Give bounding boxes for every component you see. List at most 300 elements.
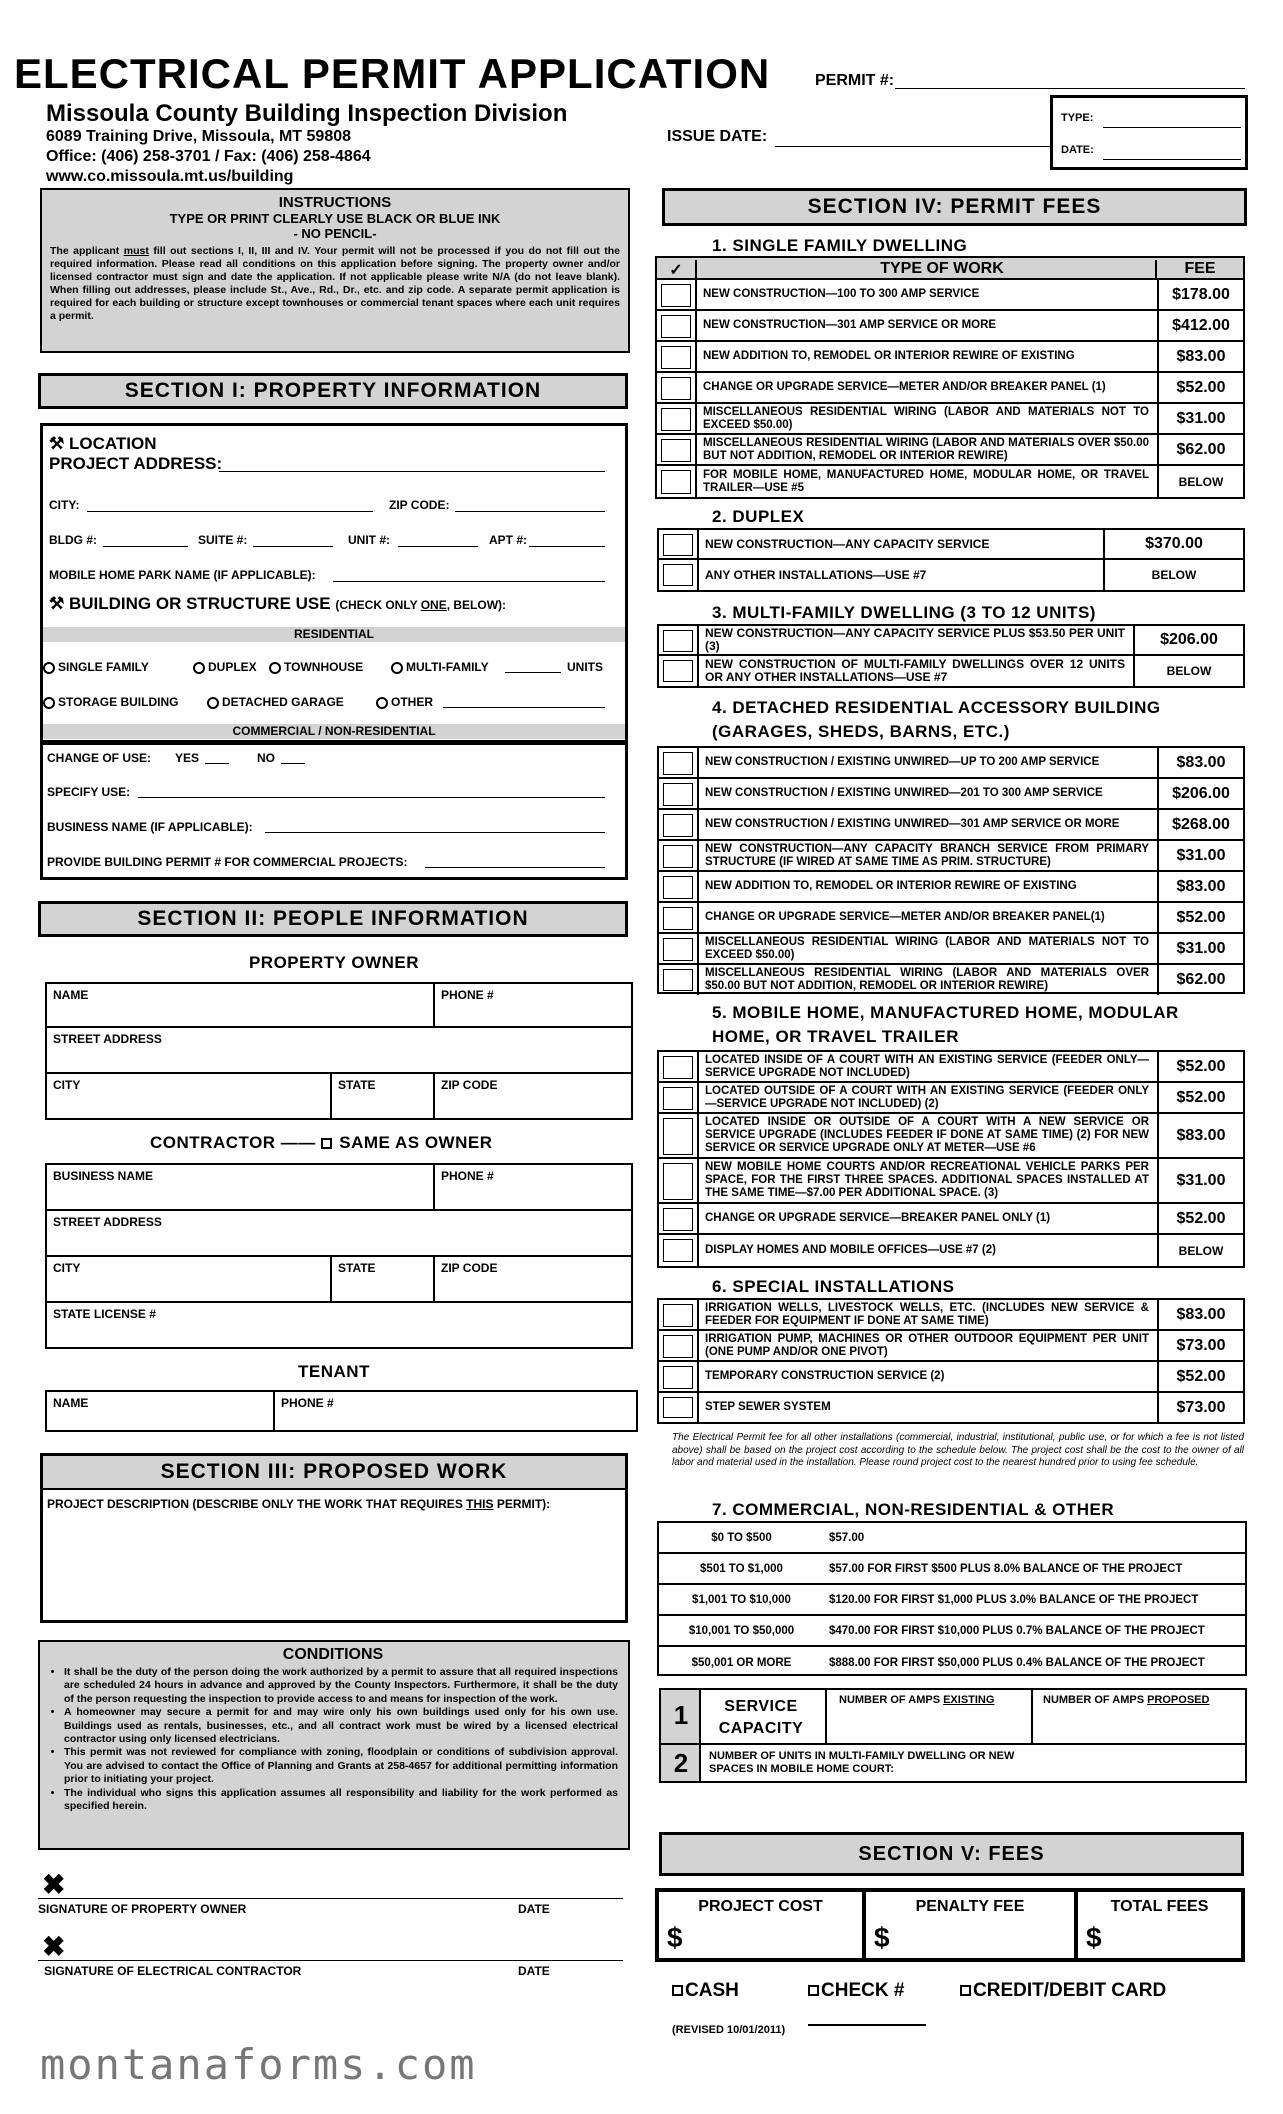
- suite-label: SUITE #:: [198, 533, 248, 547]
- project-address-label: PROJECT ADDRESS:: [49, 454, 223, 473]
- specify-use-label: SPECIFY USE:: [47, 785, 131, 799]
- contractor-phone-field[interactable]: PHONE #: [433, 1163, 633, 1211]
- service-capacity-label: SERVICE CAPACITY: [718, 1698, 804, 1737]
- contractor-signature-mark-icon: ✖: [42, 1931, 66, 1962]
- conditions-list: [48, 1666, 618, 1813]
- section1-title: SECTION I: PROPERTY INFORMATION: [38, 373, 628, 409]
- fee-checkbox[interactable]: [663, 1304, 693, 1327]
- form-title: ELECTRICAL PERMIT APPLICATION: [14, 50, 771, 97]
- cost-fee: $888.00 FOR FIRST $50,000 PLUS 0.4% BALANCE OF THE PROJECT: [829, 1656, 1205, 1669]
- amps-proposed-label[interactable]: NUMBER OF AMPS PROPOSED: [1043, 1694, 1210, 1706]
- fee-row[interactable]: [659, 1159, 1243, 1204]
- col-divider: [1031, 1690, 1033, 1743]
- pay-cash-option[interactable]: CASH: [672, 1980, 739, 2002]
- fee-amount: $52.00: [1157, 1204, 1243, 1233]
- project-cost-label: PROJECT COST: [698, 1898, 823, 1915]
- pay-card-option[interactable]: CREDIT/DEBIT CARD: [960, 1980, 1166, 2002]
- cost-range: $50,001 OR MORE: [691, 1656, 792, 1669]
- yes-label: YES: [175, 751, 200, 765]
- building-permit-field[interactable]: [425, 867, 605, 868]
- city-field[interactable]: [87, 511, 373, 512]
- owner-street-field[interactable]: STREET ADDRESS: [45, 1026, 633, 1074]
- col-divider: [697, 748, 699, 777]
- fee-checkbox[interactable]: [663, 752, 693, 775]
- fee-description: DISPLAY HOMES AND MOBILE OFFICES—USE #7 (2): [705, 1244, 996, 1256]
- fee-description: NEW CONSTRUCTION—ANY CAPACITY SERVICE: [705, 536, 990, 551]
- owner-city-field[interactable]: CITY: [45, 1072, 332, 1120]
- cost-range: $10,001 TO $50,000: [688, 1624, 795, 1637]
- project-cost-cell[interactable]: [659, 1892, 866, 1958]
- bldg-label: BLDG #:: [49, 533, 97, 547]
- fee-checkbox[interactable]: [663, 1239, 693, 1262]
- fee-row[interactable]: [659, 626, 1243, 656]
- col-divider: [697, 656, 699, 686]
- service-number-2: 2: [673, 1748, 689, 1778]
- fee-checkbox[interactable]: [663, 783, 693, 806]
- total-fees-cell[interactable]: [1078, 1892, 1241, 1958]
- fee-checkbox[interactable]: [663, 1118, 693, 1155]
- fee-row[interactable]: [659, 779, 1243, 810]
- col-divider: [695, 311, 697, 340]
- zip-label: ZIP CODE:: [389, 498, 450, 512]
- fee-description: MISCELLANEOUS RESIDENTIAL WIRING (LABOR AND MATERIALS NOT TO EXCEED $50.00): [703, 405, 1149, 431]
- fee-amount: $52.00: [1157, 1083, 1243, 1112]
- units-label: UNITS: [567, 660, 603, 674]
- fee-row[interactable]: [657, 373, 1243, 404]
- fee-amount: $31.00: [1157, 841, 1243, 870]
- building-permit-label: PROVIDE BUILDING PERMIT # FOR COMMERCIAL PROJECTS:: [47, 855, 408, 869]
- fee-checkbox[interactable]: [663, 534, 693, 556]
- commercial-fee-row: [659, 1647, 1245, 1678]
- fee-checkbox[interactable]: [661, 315, 691, 338]
- mobile-home-table: [657, 1050, 1245, 1268]
- property-owner-heading: PROPERTY OWNER: [248, 953, 420, 972]
- penalty-fee-label: PENALTY FEE: [915, 1898, 1025, 1915]
- fee-description: CHANGE OR UPGRADE SERVICE—METER AND/OR BREAKER PANEL (1): [703, 381, 1106, 393]
- fee-row[interactable]: [659, 903, 1243, 934]
- section5-title: SECTION V: FEES: [659, 1832, 1244, 1876]
- radio-icon[interactable]: [207, 697, 219, 709]
- commercial-fee-row: [659, 1616, 1245, 1647]
- col-divider: [825, 1690, 827, 1743]
- fee-description: NEW CONSTRUCTION OF MULTI-FAMILY DWELLINGS OVER 12 UNITS OR ANY OTHER INSTALLATIONS—USE #7: [705, 657, 1125, 684]
- fee-checkbox[interactable]: [663, 1366, 693, 1389]
- service-number-1: 1: [673, 1700, 689, 1730]
- tools-icon: ⚒: [49, 594, 65, 613]
- fee-description: NEW CONSTRUCTION / EXISTING UNWIRED—201 TO 300 AMP SERVICE: [705, 787, 1103, 799]
- col-divider: [697, 1393, 699, 1422]
- unit-field[interactable]: [398, 546, 478, 547]
- contractor-signature-label: SIGNATURE OF ELECTRICAL CONTRACTOR: [44, 1964, 302, 1978]
- fee-header: FEE: [1155, 260, 1243, 278]
- type-label: TYPE:: [1061, 112, 1094, 124]
- instructions-ink: TYPE OR PRINT CLEARLY USE BLACK OR BLUE INK: [169, 211, 501, 226]
- fee-row[interactable]: [657, 404, 1243, 435]
- fee-row[interactable]: [659, 560, 1243, 590]
- cost-fee: $470.00 FOR FIRST $10,000 PLUS 0.7% BALANCE OF THE PROJECT: [829, 1624, 1205, 1637]
- section2-title: SECTION II: PEOPLE INFORMATION: [38, 901, 628, 937]
- fee-checkbox[interactable]: [663, 630, 693, 652]
- fee-checkbox[interactable]: [661, 284, 691, 307]
- fee-checkbox[interactable]: [663, 564, 693, 586]
- fee-amount: BELOW: [1157, 466, 1243, 498]
- revised-date: (REVISED 10/01/2011): [672, 2024, 786, 2036]
- cost-fee: $120.00 FOR FIRST $1,000 PLUS 3.0% BALANCE OF THE PROJECT: [829, 1593, 1199, 1606]
- specify-use-field[interactable]: [138, 797, 605, 798]
- issue-date-field[interactable]: [775, 146, 1050, 147]
- fee-checkbox[interactable]: [661, 408, 691, 431]
- cost-fee: $57.00: [829, 1531, 865, 1544]
- fee-row[interactable]: [657, 435, 1243, 466]
- col-divider: [697, 1083, 699, 1112]
- section3-title: SECTION III: PROPOSED WORK: [43, 1456, 625, 1490]
- col-divider: [695, 404, 697, 433]
- fee-description: NEW CONSTRUCTION / EXISTING UNWIRED—UP TO 200 AMP SERVICE: [705, 756, 1100, 768]
- owner-state-field[interactable]: STATE: [330, 1072, 435, 1120]
- fee-row[interactable]: [657, 466, 1243, 498]
- same-as-owner-checkbox[interactable]: [321, 1138, 332, 1149]
- fee-description: LOCATED INSIDE OF A COURT WITH AN EXISTING SERVICE (FEEDER ONLY—SERVICE UPGRADE NOT INCLUDED): [705, 1053, 1149, 1079]
- fee-amount: $31.00: [1157, 934, 1243, 963]
- cat5-title: 5. MOBILE HOME, MANUFACTURED HOME, MODULAR: [712, 1003, 1179, 1022]
- fee-row[interactable]: [657, 311, 1243, 342]
- fee-description: NEW ADDITION TO, REMODEL OR INTERIOR REWIRE OF EXISTING: [705, 880, 1077, 892]
- opt-single-family[interactable]: SINGLE FAMILY: [43, 660, 149, 674]
- fee-note: The Electrical Permit fee for all other installations (commercial, industrial, institutional, public use, or for which a fee is not listed above) shall be based on the project cost according to the schedule below. The project cost shall be the cost to the owner of all labor and material used in the installation. Please round project cost to the nearest hundred prior to using fee schedule.: [672, 1432, 1244, 1468]
- contractor-city-field[interactable]: CITY: [45, 1255, 332, 1303]
- contractor-signature-line[interactable]: [38, 1960, 623, 1961]
- watermark: montanaforms.com: [40, 2040, 477, 2089]
- fee-amount: $178.00: [1157, 280, 1243, 309]
- residential-band: RESIDENTIAL: [43, 627, 625, 642]
- fee-row[interactable]: [659, 934, 1243, 965]
- owner-signature-label: SIGNATURE OF PROPERTY OWNER: [38, 1902, 247, 1916]
- fee-description: CHANGE OR UPGRADE SERVICE—BREAKER PANEL ONLY (1): [705, 1212, 1051, 1224]
- date-label: DATE:: [1061, 144, 1094, 156]
- fee-checkbox[interactable]: [663, 907, 693, 930]
- property-info-box: [40, 423, 628, 743]
- bldg-field[interactable]: [103, 546, 188, 547]
- fee-amount: $412.00: [1157, 311, 1243, 340]
- fee-amount: $62.00: [1157, 435, 1243, 464]
- commercial-fee-row: [659, 1554, 1245, 1585]
- fee-amount: $31.00: [1157, 404, 1243, 433]
- col-divider: [695, 466, 697, 498]
- project-address-field[interactable]: [219, 471, 605, 472]
- commercial-box: [40, 740, 628, 880]
- fee-description: NEW CONSTRUCTION—301 AMP SERVICE OR MORE: [703, 319, 997, 331]
- fee-amount: $83.00: [1157, 1114, 1243, 1157]
- fee-description: MISCELLANEOUS RESIDENTIAL WIRING (LABOR AND MATERIALS OVER $50.00 BUT NOT ADDITION, REMODEL OR INTERIOR REWIRE): [705, 967, 1149, 992]
- cat4-title: 4. DETACHED RESIDENTIAL ACCESSORY BUILDING: [712, 698, 1161, 717]
- opt-storage-building[interactable]: STORAGE BUILDING: [43, 695, 178, 709]
- fee-amount: $83.00: [1157, 748, 1243, 777]
- instructions-title: INSTRUCTIONS: [278, 194, 392, 211]
- col-divider: [697, 1204, 699, 1233]
- opt-detached-garage[interactable]: DETACHED GARAGE: [207, 695, 344, 709]
- col-divider: [697, 779, 699, 808]
- cat3-title: 3. MULTI-FAMILY DWELLING (3 TO 12 UNITS): [712, 603, 1096, 622]
- fee-checkbox[interactable]: [661, 470, 691, 494]
- fee-row[interactable]: [659, 1235, 1243, 1266]
- radio-icon[interactable]: [193, 662, 205, 674]
- fee-row[interactable]: [659, 1052, 1243, 1083]
- opt-duplex[interactable]: DUPLEX: [193, 660, 257, 674]
- fee-checkbox[interactable]: [661, 377, 691, 400]
- radio-icon[interactable]: [269, 662, 281, 674]
- fee-description: MISCELLANEOUS RESIDENTIAL WIRING (LABOR AND MATERIALS OVER $50.00 BUT NOT ADDITION, REMODEL OR INTERIOR REWIRE): [703, 436, 1149, 462]
- contractor-business-field[interactable]: BUSINESS NAME: [45, 1163, 435, 1211]
- contractor-street-field[interactable]: STREET ADDRESS: [45, 1209, 633, 1257]
- col-divider: [697, 626, 699, 654]
- fee-amount: $206.00: [1157, 779, 1243, 808]
- total-fees-dollar: $: [1086, 1922, 1102, 1953]
- fee-row[interactable]: [659, 1393, 1243, 1422]
- fee-checkbox[interactable]: [663, 1335, 693, 1358]
- business-name-field[interactable]: [265, 832, 605, 833]
- org-name: Missoula County Building Inspection Division: [46, 100, 568, 127]
- other-field[interactable]: [443, 707, 605, 708]
- contractor-date-label: DATE: [518, 1964, 550, 1978]
- fee-row[interactable]: [659, 656, 1243, 686]
- org-address: 6089 Training Drive, Missoula, MT 59808: [46, 128, 352, 145]
- fee-description: ANY OTHER INSTALLATIONS—USE #7: [705, 567, 927, 582]
- radio-icon[interactable]: [391, 662, 403, 674]
- contractor-zip-field[interactable]: ZIP CODE: [433, 1255, 633, 1303]
- fee-row[interactable]: [659, 1362, 1243, 1393]
- owner-signature-line[interactable]: [38, 1898, 623, 1899]
- col-divider: [695, 435, 697, 464]
- owner-zip-field[interactable]: ZIP CODE: [433, 1072, 633, 1120]
- instructions-text: The applicant must fill out sections I, II, III and IV. Your permit will not be processed if you do not fill out the required information. Please read all conditions on this application before signing. The property owner and/or licensed contractor must sign and date the application. If not applicable please write N/A (do not leave blank). When filling out addresses, please include St., Ave., Rd., Dr., etc. and zip code. A separate permit application is required for each building or structure except townhouses or commercial tenant spaces where each unit requires a permit.: [50, 245, 621, 322]
- type-field[interactable]: [1103, 127, 1241, 128]
- fee-description: NEW CONSTRUCTION—ANY CAPACITY BRANCH SERVICE FROM PRIMARY STRUCTURE (IF WIRED AT SAME TIME AS PRIM. STRUCTURE): [705, 842, 1149, 868]
- fee-row[interactable]: [659, 872, 1243, 903]
- fee-checkbox[interactable]: [663, 814, 693, 837]
- owner-name-field[interactable]: NAME: [45, 982, 435, 1028]
- fee-row[interactable]: [659, 841, 1243, 872]
- service-capacity-table: [659, 1688, 1247, 1783]
- special-table: [657, 1298, 1245, 1424]
- cat1-title: 1. SINGLE FAMILY DWELLING: [712, 236, 968, 255]
- fee-amount: BELOW: [1133, 656, 1243, 686]
- col-divider: [695, 280, 697, 309]
- org-website: www.co.missoula.mt.us/building: [46, 168, 294, 185]
- fee-row[interactable]: [659, 965, 1243, 995]
- fee-amount: $73.00: [1157, 1393, 1243, 1422]
- fee-amount: $31.00: [1157, 1159, 1243, 1202]
- unit-label: UNIT #:: [348, 533, 390, 547]
- office-date-field[interactable]: [1103, 159, 1241, 160]
- conditions-title: CONDITIONS: [282, 1646, 384, 1663]
- tools-icon: ⚒: [49, 434, 65, 453]
- commercial-band: COMMERCIAL / NON-RESIDENTIAL: [43, 724, 625, 739]
- fee-checkbox[interactable]: [663, 938, 693, 961]
- fee-amount: BELOW: [1103, 560, 1243, 590]
- city-label: CITY:: [49, 498, 80, 512]
- col-divider: [697, 1300, 699, 1329]
- condition-item: • A homeowner may secure a permit for and may wire only his own buildings used only for his own use. Buildings used as rentals, businesses, etc., and all contract work must be wired by a licensed electrical contractor using only licensed electricians.: [64, 1706, 618, 1746]
- check-header-icon: ✓: [669, 262, 683, 279]
- fee-row[interactable]: [659, 810, 1243, 841]
- radio-icon[interactable]: [376, 697, 388, 709]
- fee-amount: $52.00: [1157, 1362, 1243, 1391]
- fee-row[interactable]: [659, 1114, 1243, 1159]
- col-divider: [695, 373, 697, 402]
- fee-description: FOR MOBILE HOME, MANUFACTURED HOME, MODULAR HOME, OR TRAVEL TRAILER—USE #5: [703, 469, 1149, 494]
- service-divider: [661, 1743, 1245, 1745]
- col-divider: [697, 965, 699, 995]
- cat6-title: 6. SPECIAL INSTALLATIONS: [712, 1277, 955, 1296]
- fee-checkbox[interactable]: [663, 969, 693, 991]
- pay-check-option[interactable]: CHECK #: [808, 1980, 904, 2002]
- instructions-box: [40, 188, 630, 353]
- fee-description: NEW CONSTRUCTION—100 TO 300 AMP SERVICE: [703, 288, 980, 300]
- fee-description: NEW CONSTRUCTION / EXISTING UNWIRED—301 AMP SERVICE OR MORE: [705, 818, 1120, 830]
- office-use-box: [1050, 95, 1248, 170]
- fees-box: [655, 1888, 1245, 1962]
- business-name-label: BUSINESS NAME (IF APPLICABLE):: [47, 820, 253, 834]
- cash-checkbox[interactable]: [672, 1985, 683, 1996]
- section4-title: SECTION IV: PERMIT FEES: [662, 188, 1247, 226]
- fee-checkbox[interactable]: [663, 845, 693, 868]
- mobile-park-field[interactable]: [333, 581, 605, 582]
- fee-amount: $52.00: [1157, 373, 1243, 402]
- cost-range: $0 TO $500: [711, 1531, 772, 1544]
- fee-description: NEW MOBILE HOME COURTS AND/OR RECREATIONAL VEHICLE PARKS PER SPACE, FOR THE FIRST THREE SPACES. ADDITIONAL SPACES INSTALLED AT THE SAME TIME—$7.00 PER ADDITIONAL SPACE. (3): [705, 1161, 1149, 1199]
- cost-fee: $57.00 FOR FIRST $500 PLUS 8.0% BALANCE OF THE PROJECT: [829, 1562, 1183, 1575]
- radio-icon[interactable]: [43, 662, 55, 674]
- fee-row[interactable]: [657, 280, 1243, 311]
- fee-amount: $268.00: [1157, 810, 1243, 839]
- col-divider: [697, 810, 699, 839]
- col-divider: [697, 841, 699, 870]
- org-phone: Office: (406) 258-3701 / Fax: (406) 258-4864: [46, 148, 371, 165]
- owner-phone-field[interactable]: PHONE #: [433, 982, 633, 1028]
- fee-checkbox[interactable]: [663, 660, 693, 682]
- col-divider: [697, 1052, 699, 1081]
- cost-range: $501 TO $1,000: [700, 1562, 783, 1575]
- no-field[interactable]: [281, 763, 305, 764]
- penalty-fee-dollar: $: [874, 1922, 890, 1953]
- fee-checkbox[interactable]: [663, 1087, 693, 1110]
- fee-description: NEW CONSTRUCTION—ANY CAPACITY SERVICE PLUS $53.50 PER UNIT (3): [705, 626, 1125, 653]
- fee-checkbox[interactable]: [663, 1397, 693, 1418]
- fee-checkbox[interactable]: [663, 1208, 693, 1231]
- yes-field[interactable]: [205, 763, 229, 764]
- fee-amount: $52.00: [1157, 1052, 1243, 1081]
- col-divider: [697, 934, 699, 963]
- project-description-field[interactable]: [43, 1518, 625, 1620]
- fee-checkbox[interactable]: [663, 876, 693, 899]
- fee-amount: $370.00: [1103, 530, 1243, 558]
- permit-number-field[interactable]: [895, 88, 1245, 89]
- fee-checkbox[interactable]: [663, 1056, 693, 1079]
- fee-row[interactable]: [657, 342, 1243, 373]
- instructions-no-pencil: - NO PENCIL-: [293, 226, 377, 241]
- commercial-fee-row: [659, 1523, 1245, 1554]
- cat2-title: 2. DUPLEX: [712, 507, 805, 526]
- col-divider: [697, 903, 699, 932]
- fee-description: LOCATED INSIDE OR OUTSIDE OF A COURT WITH A NEW SERVICE OR SERVICE UPGRADE (INCLUDES FEEDER IF DONE AT SAME TIME) (2) FOR NEW SERVICE OR SERVICE UPGRADE ONLY AT METER—USE #6: [705, 1116, 1149, 1154]
- fee-row[interactable]: [659, 748, 1243, 779]
- zip-field[interactable]: [455, 511, 605, 512]
- fee-amount: BELOW: [1157, 1235, 1243, 1266]
- penalty-fee-cell[interactable]: [866, 1892, 1078, 1958]
- col-divider: [697, 872, 699, 901]
- suite-field[interactable]: [253, 546, 333, 547]
- fee-checkbox[interactable]: [661, 346, 691, 369]
- fee-amount: $73.00: [1157, 1331, 1243, 1360]
- condition-item: • This permit was not reviewed for compliance with zoning, floodplain or conditions of subdivision approval. You are advised to contact the Office of Planning and Grants at 258-4657 for additional permitting information prior to initiating your project.: [64, 1746, 618, 1786]
- issue-date-label: ISSUE DATE:: [667, 128, 768, 145]
- apt-field[interactable]: [529, 546, 605, 547]
- fee-description: TEMPORARY CONSTRUCTION SERVICE (2): [705, 1370, 945, 1382]
- fee-row[interactable]: [659, 1083, 1243, 1114]
- fee-description: IRRIGATION WELLS, LIVESTOCK WELLS, ETC. (INCLUDES NEW SERVICE & FEEDER FOR EQUIPMENT IF DONE AT SAME TIME): [705, 1301, 1149, 1327]
- fee-row[interactable]: [659, 1204, 1243, 1235]
- col-divider: [695, 342, 697, 371]
- location-heading: ⚒ LOCATION: [49, 434, 157, 453]
- fee-amount: $52.00: [1157, 903, 1243, 932]
- check-number-field[interactable]: [808, 2024, 926, 2026]
- col-divider: [697, 530, 699, 558]
- tenant-heading: TENANT: [298, 1362, 370, 1381]
- contractor-license-field[interactable]: STATE LICENSE #: [45, 1301, 633, 1349]
- tenant-name-field[interactable]: NAME: [45, 1390, 275, 1432]
- units-field[interactable]: [505, 672, 561, 673]
- opt-multi-family[interactable]: MULTI-FAMILY: [391, 660, 489, 674]
- project-description-label: PROJECT DESCRIPTION (DESCRIBE ONLY THE WORK THAT REQUIRES THIS PERMIT):: [47, 1497, 551, 1511]
- fee-amount: $83.00: [1157, 342, 1243, 371]
- tenant-phone-field[interactable]: PHONE #: [273, 1390, 638, 1432]
- contractor-heading: CONTRACTOR —— SAME AS OWNER: [150, 1133, 493, 1152]
- condition-item: • The individual who signs this application assumes all responsibility and liability for the work performed as specified herein.: [64, 1787, 618, 1814]
- proposed-work-box: [40, 1453, 628, 1623]
- check-checkbox[interactable]: [808, 1985, 819, 1996]
- fee-description: LOCATED OUTSIDE OF A COURT WITH AN EXISTING SERVICE (FEEDER ONLY—SERVICE UPGRADE NOT INCLUDED) (2): [705, 1084, 1149, 1110]
- fee-amount: $83.00: [1157, 872, 1243, 901]
- owner-date-label: DATE: [518, 1902, 550, 1916]
- fee-row[interactable]: [659, 1300, 1243, 1331]
- radio-icon[interactable]: [43, 697, 55, 709]
- fee-row[interactable]: [659, 530, 1243, 560]
- contractor-state-field[interactable]: STATE: [330, 1255, 435, 1303]
- project-cost-dollar: $: [667, 1922, 683, 1953]
- fee-description: STEP SEWER SYSTEM: [705, 1401, 831, 1413]
- col-divider: [697, 1331, 699, 1360]
- owner-signature-mark-icon: ✖: [42, 1869, 66, 1900]
- multi-family-table: [657, 624, 1245, 688]
- duplex-table: [657, 528, 1245, 592]
- opt-townhouse[interactable]: TOWNHOUSE: [269, 660, 363, 674]
- fee-checkbox[interactable]: [661, 439, 691, 462]
- no-label: NO: [257, 751, 275, 765]
- units-count-label[interactable]: NUMBER OF UNITS IN MULTI-FAMILY DWELLING OR NEW SPACES IN MOBILE HOME COURT:: [709, 1750, 1015, 1775]
- mobile-park-label: MOBILE HOME PARK NAME (IF APPLICABLE):: [49, 568, 316, 582]
- cost-range: $1,001 TO $10,000: [692, 1593, 791, 1606]
- opt-other[interactable]: OTHER: [376, 695, 433, 709]
- amps-existing-label[interactable]: NUMBER OF AMPS EXISTING: [839, 1694, 995, 1706]
- col-divider: [697, 1114, 699, 1157]
- card-checkbox[interactable]: [960, 1985, 971, 1996]
- fee-row[interactable]: [659, 1331, 1243, 1362]
- apt-label: APT #:: [489, 533, 528, 547]
- col-divider: [697, 1159, 699, 1202]
- accessory-table: [657, 746, 1245, 994]
- fee-description: IRRIGATION PUMP, MACHINES OR OTHER OUTDOOR EQUIPMENT PER UNIT (ONE PUMP AND/OR ONE PIVOT): [705, 1332, 1149, 1358]
- fee-checkbox[interactable]: [663, 1163, 693, 1200]
